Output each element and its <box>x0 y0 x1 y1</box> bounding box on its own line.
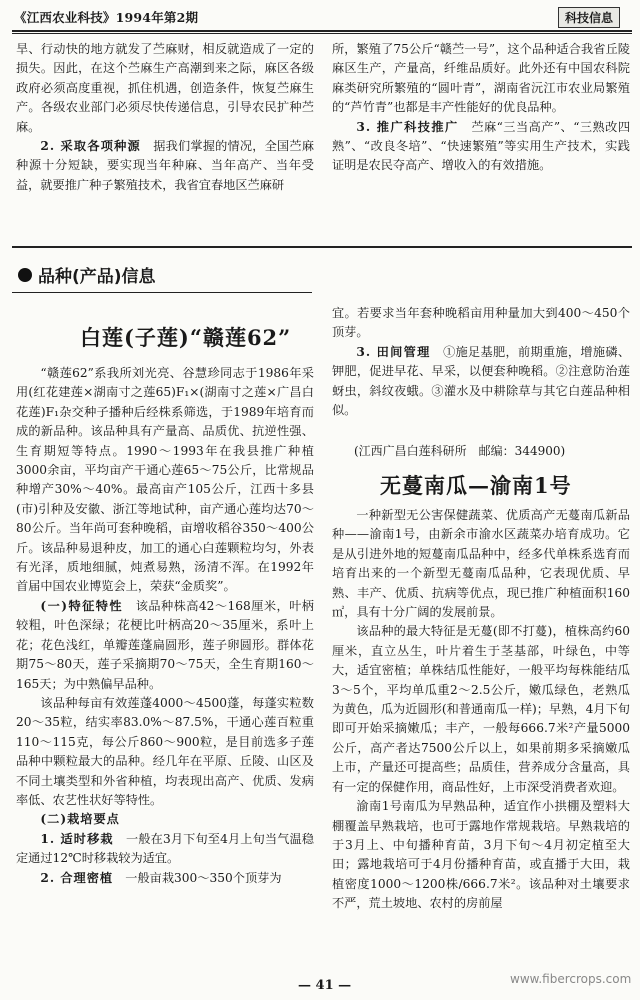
column-label: 科技信息 <box>558 7 620 28</box>
section-rule <box>12 246 632 248</box>
header-rule <box>12 30 632 32</box>
paragraph: 渝南1号南瓜为早熟品种，适宜作小拱棚及塑料大棚覆盖早熟栽培，也可于露地作常规栽培。早熟栽培的于3月上、中旬播种育苗，3月下旬～4月初定植至大田；露地栽培可于4月份播种育苗，或直播于大田，栽植密度1000～1200株/666.7米²。该品种对土壤要求不严，荒土坡地、农村的房前屋 <box>332 799 630 911</box>
header-rule-thin <box>12 33 632 34</box>
paragraph-lead: 3. 推广科技推广 <box>356 119 459 134</box>
paragraph-text: 据我们掌握的情况，全国苎麻种源十分短缺，要实现当年种麻、当年高产、当年受益，就要推广种子繁殖技术，我省宜春地区苎麻研 <box>16 139 315 192</box>
section-heading <box>18 262 156 287</box>
watermark: www.fibercrops.com <box>510 972 632 986</box>
paragraph-text: ①施足基肥，前期重施，增施磷、钾肥，促进早花、早采，以便套种晚稻。②注意防治莲蚜虫，斜纹夜蛾。③灌水及中耕除草与其它白莲品种相似。 <box>332 344 631 418</box>
bullet-icon <box>18 268 32 282</box>
article-body-pumpkin <box>332 506 630 914</box>
continued-article-right <box>332 40 630 176</box>
paragraph-text: 该品种株高42～168厘米，叶柄较粗，叶色深绿；花梗比叶柄高20～35厘米，系叶上花；花色浅红，单瓣莲蓬扁圆形，莲子卵圆形。群体花期75～80天，莲子采摘期70～75天，全生育期160～165天；为中熟偏早品种。 <box>16 598 314 691</box>
paragraph: 一种新型无公害保健蔬菜、优质高产无蔓南瓜新品种——渝南1号，由新余市渝水区蔬菜办培育成功。它是从引进外地的短蔓南瓜品种中，经多代单株系选育而培育出来的一个新型无蔓南瓜品种，它表现优质、早熟、丰产、优质、抗病等优点，现已推广种植面积160㎡，具有十分广阔的发展前景。 <box>332 508 630 620</box>
paragraph: 该品种每亩有效莲蓬4000～4500蓬，每蓬实粒数20～35粒，结实率83.0%～87.5%，干通心莲百粒重110～115克，每公斤860～900粒，是目前选多子莲品种中颗粒最大的品种。经几年在平原、丘陵、山区及不同土壤类型和外省种植，均表现出高产、优质、发病率低、农艺性状好等特性。 <box>16 695 314 807</box>
subheading: (二)栽培要点 <box>40 812 120 827</box>
paragraph <box>16 597 314 694</box>
section-heading-text: 品种(产品)信息 <box>38 267 156 287</box>
paragraph-text: 苎麻“三当高产”、“三熟改四熟”、“改良冬培”、“快速繁殖”等实用生产技术，实践证明是农民夺高产、增收入的有效措施。 <box>332 119 631 173</box>
paragraph <box>16 137 314 195</box>
paragraph-lead: 3. 田间管理 <box>356 344 431 359</box>
paragraph: 旱、行动快的地方就发了苎麻财，相反就造成了一定的损失。因此，在这个苎麻生产高潮到来之际，麻区各级政府必须高度重视，抓住机遇，创造条件，恢复苎麻生产。各级农业部门必须尽快传递信息，引导农民扩种苎麻。 <box>16 42 314 134</box>
article-title-pumpkin: 无蔓南瓜—渝南1号 <box>380 473 572 498</box>
paragraph: “赣莲62”系我所刘光亮、谷慧珍同志于1986年采用(红花建莲×湖南寸之莲65)F₁×(湖南寸之莲×广昌白花莲)F₁杂交种子播种后经株系筛选，于1989年培育而成的新品种。该品种具有产量高、品质优、抗逆性强、生育期短等特点。1990～1993年在我县推广种植3000余亩，平均亩产干通心莲65～75公斤，比常规品种增产30%～40%。最高亩产105公斤，江西十多县(市)引种及安徽、浙江等地试种，亩产通心莲均达70～80公斤。当年尚可套种晚稻，亩增收稻谷350～400公斤。该品种易退种皮，加工的通心白莲颗粒均匀，外表有光泽，质地细腻，炖煮易熟，汤清不浑。在1992年首届中国农业博览会上，荣获“金质奖”。 <box>16 366 314 594</box>
subheading: (一)特征特性 <box>40 598 124 613</box>
paragraph <box>332 343 630 421</box>
paragraph <box>16 869 314 888</box>
paragraph-lead: 2. 合理密植 <box>40 870 114 885</box>
paragraph <box>16 830 314 869</box>
article-source: (江西广昌白莲科研所 邮编：344900) <box>354 444 566 458</box>
section-underline <box>12 292 312 293</box>
article-title-lotus: 白莲(子莲)“赣莲62” <box>80 325 292 350</box>
continued-article-left <box>16 40 314 195</box>
paragraph-lead: 1. 适时移栽 <box>40 831 114 846</box>
article-body-lotus-continued <box>332 304 630 420</box>
paragraph: 所，繁殖了75公斤“赣苎一号”，这个品种适合我省丘陵麻区生产，产量高，纤维品质好。此外还有中国农科院麻类研究所繁殖的“圆叶青”，湖南省沅江市农业局繁殖的“芦竹青”也都是丰产性能好的优良品种。 <box>332 42 630 115</box>
paragraph-text: 一般在3月下旬至4月上旬当气温稳定通过12℃时移栽较为适宜。 <box>16 831 314 866</box>
paragraph <box>332 118 630 176</box>
paragraph: 该品种的最大特征是无蔓(即不打蔓)，植株高约60厘米，直立丛生，叶片着生于茎基部，叶绿色，中等大，适宜密植；单株结瓜性能好，一般平均每株能结瓜3～5个，平均单瓜重2～2.5公斤，嫩瓜绿色，老熟瓜为黄色，瓜为近圆形(和普通南瓜一样)；早熟，4月下旬即可开始采摘嫩瓜；丰产，一般每666.7米²产量5000公斤，高产者达7500公斤以上，如果前期多采摘嫩瓜上市，产量还可提高些；品质佳，营养成分含量高，具有一定的保健作用，商品性好，上市深受消费者欢迎。 <box>332 624 630 794</box>
paragraph-text: 一般亩栽300～350个顶芽为 <box>125 870 282 885</box>
article-body-lotus <box>16 364 314 888</box>
paragraph-lead: 2. 采取各项种源 <box>40 139 141 154</box>
page-number: — 41 — <box>298 978 352 993</box>
paragraph: 宜。若要求当年套种晚稻亩用种量加大到400～450个顶芽。 <box>332 306 630 340</box>
journal-header: 《江西农业科技》1994年第2期 <box>14 10 199 25</box>
